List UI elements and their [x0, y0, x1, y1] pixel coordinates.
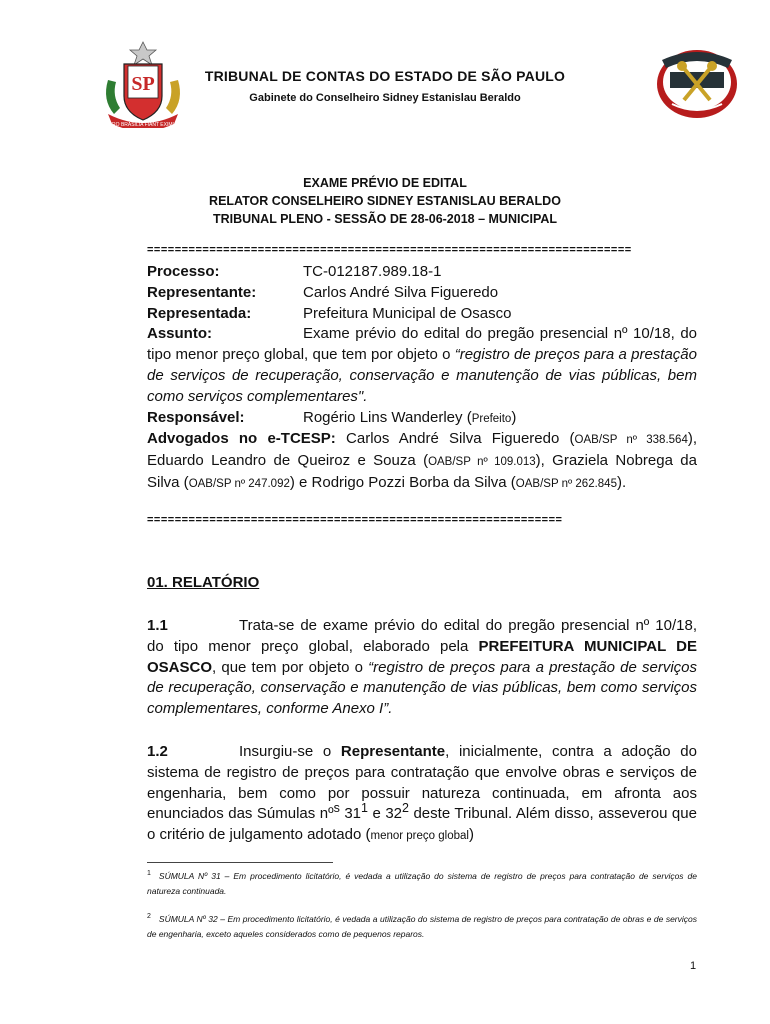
assunto-label: Assunto:: [147, 325, 212, 343]
adv2: Eduardo Leandro de Queiroz e Souza (: [147, 452, 429, 470]
footnote-1-text: SÚMULA Nº 31 – Em procedimento licitatório, é vedada a utilização do sistema de registro de preços para contratação de serviços de natureza continuada.: [147, 871, 697, 896]
paragraph-1-2-text-d: e 32: [372, 805, 403, 823]
heading-line-3: TRIBUNAL PLENO - SESSÃO DE 28-06-2018 – MUNICIPAL: [212, 212, 558, 226]
paragraph-1-1-text-b: , que tem por objeto o: [212, 658, 363, 676]
responsavel-label: Responsável:: [147, 408, 245, 426]
svg-text:PRO BRASILIA FIANT EXIMIA: PRO BRASILIA FIANT EXIMIA: [108, 122, 178, 128]
assunto-quote: “registro de preços para a prestação de serviços de recuperação, conservação e manutenção de vias públicas, bem como serviços complementares".: [147, 346, 697, 405]
paragraph-1-1-quote: “registro de preços para a prestação de serviços de recuperação, conservação e manutenção de vias públicas, bem como serviços complementares, conforme Anexo I”.: [147, 658, 697, 718]
sp-logo-text: SP: [131, 73, 155, 95]
paragraph-1-2-small: menor preço global: [370, 830, 469, 843]
footnote-2: [147, 912, 697, 942]
representada-value: Prefeitura Municipal de Osasco: [303, 304, 512, 322]
representada-label: Representada:: [147, 304, 252, 322]
footnote-1-number: 1: [147, 870, 151, 878]
footnote-ref-1[interactable]: 1: [361, 801, 368, 816]
paragraph-1-2-sup-s: s: [333, 801, 340, 816]
paragraph-1-2-bold: Representante: [340, 743, 446, 760]
case-info: [147, 262, 697, 495]
footnote-2-text: SÚMULA Nº 32 – Em procedimento licitatório, é vedada a utilização do sistema de registro de preços para contratação de obras e de serviços de engenharia, exceto aqueles considerados como de pequenos reparos.: [147, 914, 697, 939]
advogados-row: [147, 429, 697, 494]
header-subtitle: Gabinete do Conselheiro Sidney Estanislau Beraldo: [249, 92, 521, 104]
heading-line-1: EXAME PRÉVIO DE EDITAL: [303, 176, 467, 190]
paragraph-1-2-text-f: ): [468, 826, 474, 844]
adv1-close: ),: [687, 430, 698, 448]
assunto-row: [147, 324, 697, 407]
footnote-divider: [147, 862, 333, 863]
separator-bottom: ============================================================: [147, 514, 563, 526]
processo-value: TC-012187.989.18-1: [303, 263, 442, 280]
heading-line-2: RELATOR CONSELHEIRO SIDNEY ESTANISLAU BERALDO: [209, 194, 561, 208]
adv1-oab: OAB/SP nº 338.564: [574, 434, 688, 447]
sp-coat-of-arms-logo: [100, 40, 186, 128]
adv1: Carlos André Silva Figueredo (: [346, 430, 575, 448]
separator-top: ======================================================================: [147, 244, 632, 256]
adv4-close: ).: [616, 473, 627, 491]
tce-emblem-icon: [652, 42, 742, 122]
footnote-1: [147, 869, 697, 899]
paragraph-1-2-number: 1.2: [147, 743, 168, 760]
paragraph-1-1-text-a: Trata-se de exame prévio do edital do pregão presencial nº 10/18, do tipo menor preço global, elaborado pela: [147, 617, 697, 655]
document-heading: [0, 174, 770, 228]
paragraph-1-2-text-a: Insurgiu-se o: [239, 743, 332, 760]
processo-row: [147, 262, 697, 283]
paragraph-1-2-text-c: 31: [344, 805, 362, 823]
adv2-oab: OAB/SP nº 109.013: [428, 456, 536, 469]
representante-row: [147, 283, 697, 304]
assunto-value: Exame prévio do edital do pregão presencial nº 10/18, do tipo menor preço global, que tem por objeto o: [147, 325, 697, 364]
adv4-oab: OAB/SP nº 262.845: [515, 477, 617, 490]
adv3-oab: OAB/SP nº 247.092: [188, 477, 290, 490]
representada-row: [147, 304, 697, 325]
responsavel-close: ): [511, 408, 517, 426]
advogados-label: Advogados no e-TCESP:: [147, 430, 336, 448]
paragraph-1-2: [147, 742, 697, 847]
header-title: TRIBUNAL DE CONTAS DO ESTADO DE SÃO PAULO: [204, 68, 566, 84]
section-title: 01. RELATÓRIO: [147, 574, 260, 591]
page-number: 1: [690, 960, 697, 972]
responsavel-role: Prefeito: [471, 412, 512, 425]
representante-label: Representante:: [147, 283, 257, 301]
representante-value: Carlos André Silva Figueredo: [303, 283, 499, 301]
adv3-close: ) e Rodrigo Pozzi Borba da Silva (: [289, 473, 516, 491]
responsavel-value: Rogério Lins Wanderley (: [303, 408, 472, 426]
processo-label: Processo:: [147, 263, 220, 280]
footnote-2-number: 2: [147, 913, 151, 921]
footnote-ref-2[interactable]: 2: [402, 801, 409, 816]
paragraph-1-2-text-e: deste Tribunal. Além disso, asseverou que o critério de julgamento adotado (: [147, 805, 697, 844]
responsavel-row: [147, 408, 697, 430]
paragraph-1-1: [147, 616, 697, 720]
adv2-close: ), Graziela Nobrega da Silva (: [147, 452, 697, 491]
paragraph-1-1-bold: PREFEITURA MUNICIPAL DE OSASCO: [147, 637, 697, 676]
paragraph-1-2-text-b: , inicialmente, contra a adoção do sistema de registro de preços para contratação que envolve obras e serviços de engenharia, bem como por possuir natureza continuada, em afronta aos enunciados das Súmulas nº: [147, 743, 697, 823]
paragraph-1-1-number: 1.1: [147, 617, 168, 634]
